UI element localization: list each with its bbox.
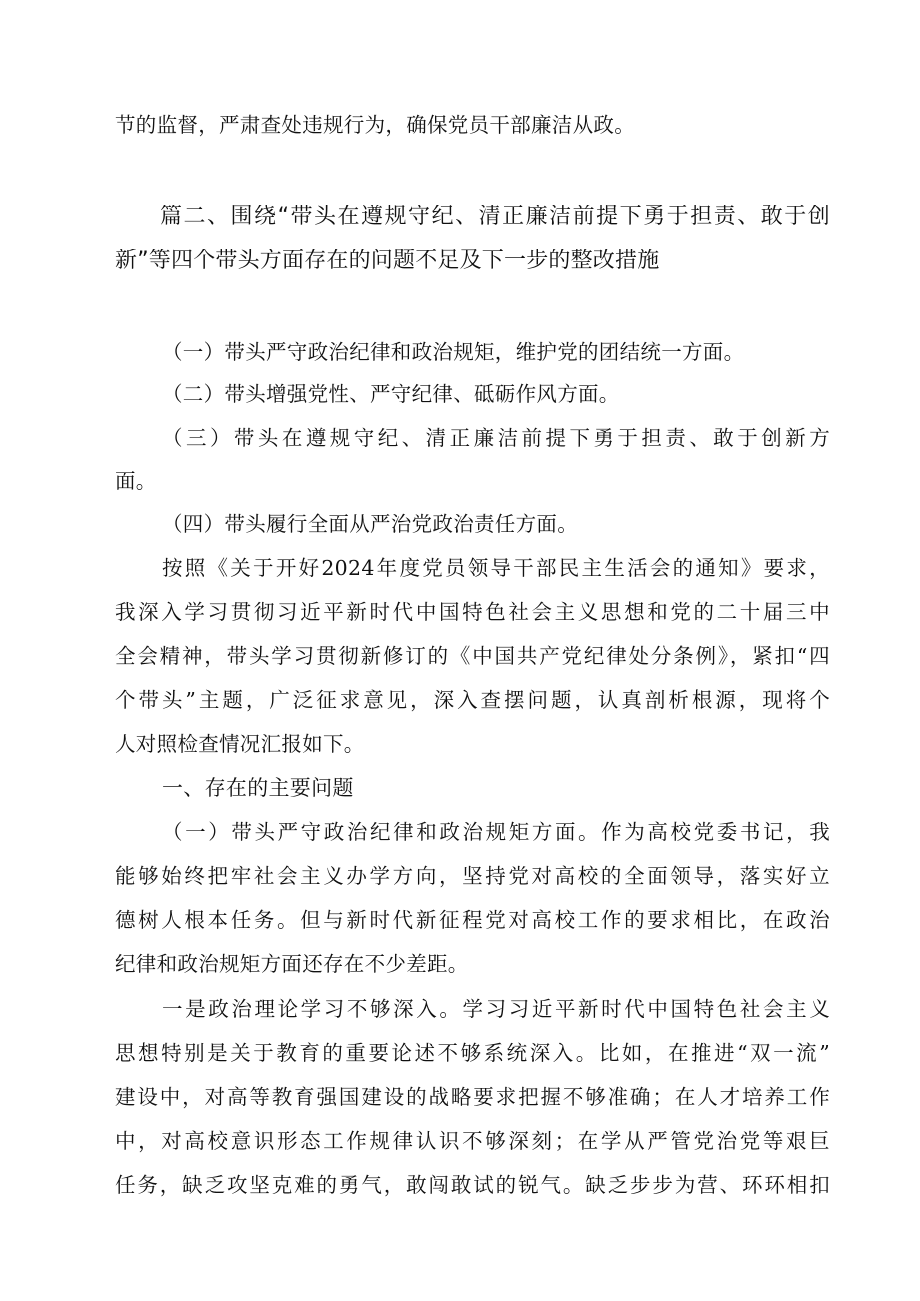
section-heading-problems: 一、存在的主要问题 xyxy=(162,776,354,800)
para1-line-3: 德树人根本任务。但与新时代新征程党对高校工作的要求相比，在政治 xyxy=(115,908,830,932)
intro-tail-line: 节的监督，严肃查处违规行为，确保党员干部廉洁从政。 xyxy=(115,113,635,137)
outline-item-3-cont: 面。 xyxy=(115,469,157,493)
para2-line-1: 一是政治理论学习不够深入。学习习近平新时代中国特色社会主义 xyxy=(162,997,830,1021)
preamble-line-5: 人对照检查情况汇报如下。 xyxy=(115,732,365,756)
para1-line-1: （一）带头严守政治纪律和政治规矩方面。作为高校党委书记，我 xyxy=(162,820,830,844)
preamble-line-3: 全会精神，带头学习贯彻新修订的《中国共产党纪律处分条例》，紧扣“四 xyxy=(115,644,830,668)
outline-item-4: （四）带头履行全面从严治党政治责任方面。 xyxy=(162,512,578,536)
title-line-1: 篇二、围绕“带头在遵规守纪、清正廉洁前提下勇于担责、敢于创 xyxy=(160,205,830,229)
preamble-line-1: 按照《关于开好2024年度党员领导干部民主生活会的通知》要求， xyxy=(162,556,830,580)
title-line-2: 新”等四个带头方面存在的问题不足及下一步的整改措施 xyxy=(115,249,660,273)
para1-line-2: 能够始终把牢社会主义办学方向，坚持党对高校的全面领导，落实好立 xyxy=(115,864,830,888)
outline-item-1: （一）带头严守政治纪律和政治规矩，维护党的团结统一方面。 xyxy=(162,340,745,364)
preamble-line-4: 个带头”主题，广泛征求意见，深入查摆问题，认真剖析根源，现将个 xyxy=(115,688,830,712)
para2-line-5: 任务，缺乏攻坚克难的勇气，敢闯敢试的锐气。缺乏步步为营、环环相扣 xyxy=(115,1173,830,1197)
para2-line-3: 建设中，对高等教育强国建设的战略要求把握不够准确；在人才培养工作 xyxy=(115,1085,830,1109)
outline-item-3: （三）带头在遵规守纪、清正廉洁前提下勇于担责、敢于创新方 xyxy=(162,426,830,450)
outline-item-2: （二）带头增强党性、严守纪律、砥砺作风方面。 xyxy=(162,382,620,406)
para2-line-4: 中，对高校意识形态工作规律认识不够深刻；在学从严管党治党等艰巨 xyxy=(115,1129,830,1153)
para1-line-4: 纪律和政治规矩方面还存在不少差距。 xyxy=(115,952,469,976)
preamble-line-2: 我深入学习贯彻习近平新时代中国特色社会主义思想和党的二十届三中 xyxy=(115,600,830,624)
para2-line-2: 思想特别是关于教育的重要论述不够系统深入。比如，在推进“双一流” xyxy=(115,1041,830,1065)
